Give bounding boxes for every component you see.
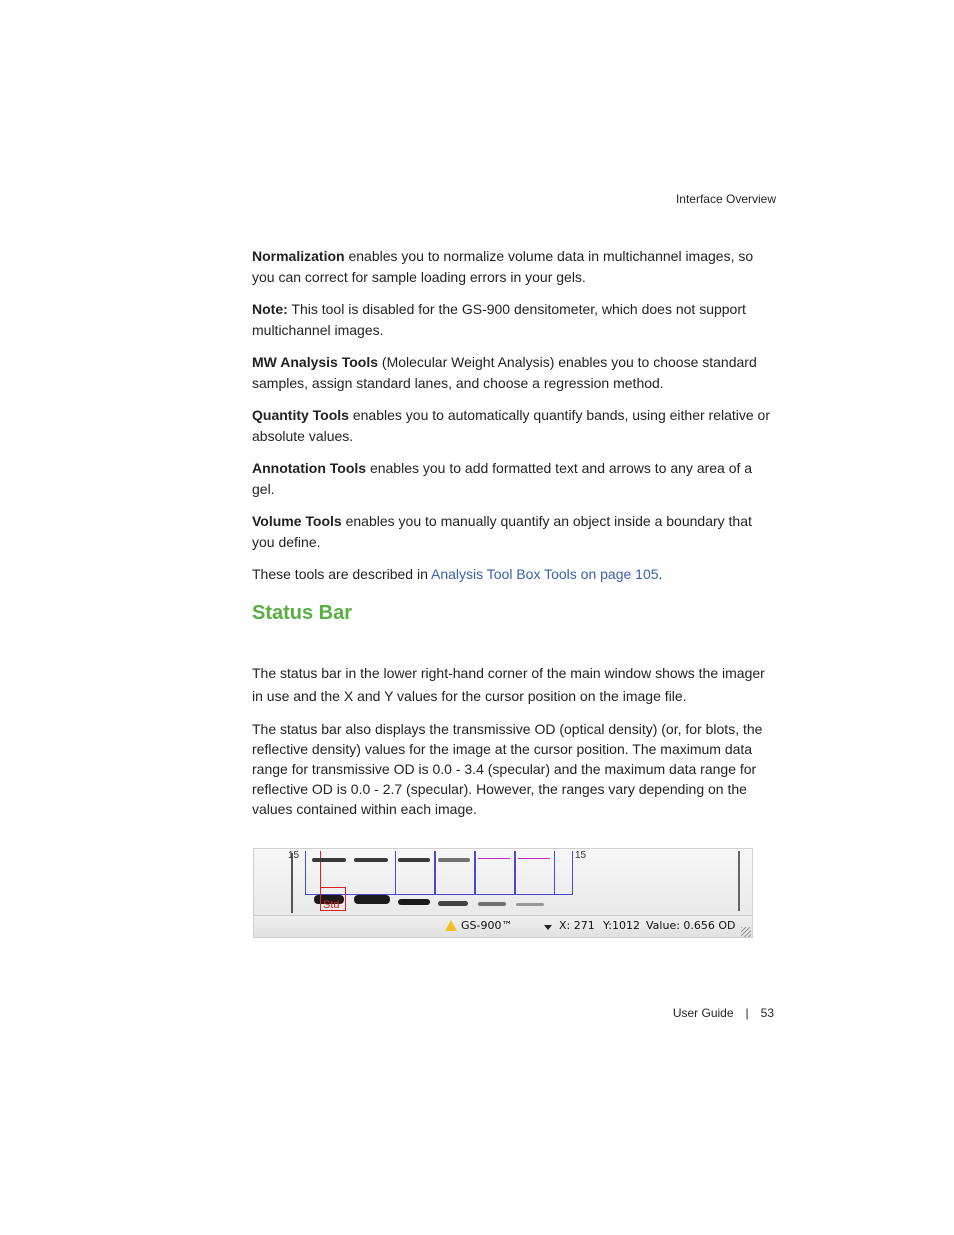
gel-marker-label-left: 15	[288, 850, 300, 861]
warning-icon	[445, 920, 457, 931]
gel-band	[398, 899, 430, 905]
gel-band	[438, 858, 470, 862]
resize-grip-icon[interactable]	[741, 927, 751, 937]
paragraph-mw-analysis: MW Analysis Tools (Molecular Weight Analysis) enables you to choose standard samples, assign standard lanes, and choose a regression method.	[252, 354, 757, 391]
page-content	[252, 246, 776, 830]
cross-reference-link[interactable]: Analysis Tool Box Tools on page 105	[431, 566, 659, 582]
paragraph-status-1: The status bar in the lower right-hand corner of the main window shows the imager in use and the X and Y values for the cursor position on the image file.	[252, 665, 765, 704]
cursor-y-readout: Y:1012	[603, 919, 640, 932]
od-value-readout: Value: 0.656 OD	[646, 919, 736, 932]
footer-separator: |	[745, 1006, 749, 1020]
gel-edge-left	[291, 853, 293, 913]
paragraph-described: These tools are described in Analysis Tool Box Tools on page 105.	[252, 566, 663, 582]
gel-band	[438, 901, 468, 906]
gel-band	[354, 895, 390, 904]
gel-band	[354, 858, 388, 862]
page-number: 53	[760, 1006, 774, 1020]
running-header: Interface Overview	[675, 192, 776, 206]
paragraph-quantity: Quantity Tools enables you to automatically quantify bands, using either relative or absolute values.	[252, 407, 770, 444]
paragraph-status-2: The status bar also displays the transmissive OD (optical density) (or, for blots, the reflective density) values for the image at the cursor position. The maximum data range for transmissive OD is 0.0 - 3.4 (specular) and the maximum data range for reflective OD is 0.0 - 2.7 (specular). However, the ranges vary depending on the values contained within each image.	[252, 721, 763, 817]
paragraph-normalization: Normalization enables you to normalize volume data in multichannel images, so you can correct for sample loading errors in your gels.	[252, 248, 754, 285]
status-bar	[254, 915, 752, 938]
imager-name[interactable]: GS-900™	[461, 919, 513, 932]
std-lane-line	[320, 851, 321, 889]
gel-band	[312, 858, 346, 862]
paragraph-volume: Volume Tools enables you to manually quantify an object inside a boundary that you define.	[252, 513, 752, 550]
gel-band	[478, 858, 510, 859]
gel-band	[478, 902, 506, 906]
gel-image	[254, 849, 752, 915]
gel-marker-label-right: 15	[575, 850, 587, 861]
gel-band	[398, 858, 430, 862]
gel-band	[518, 858, 550, 859]
footer-guide: User Guide	[672, 1006, 734, 1020]
paragraph-note: Note: This tool is disabled for the GS-900 densitometer, which does not support multichannel images.	[252, 301, 746, 338]
cursor-x-readout: X: 271	[559, 919, 595, 932]
section-title: Status Bar	[252, 602, 353, 624]
gel-band	[516, 903, 544, 906]
status-bar-screenshot	[253, 848, 753, 938]
gel-edge-right	[738, 851, 740, 911]
chevron-down-icon[interactable]	[544, 925, 552, 930]
std-label: Std	[323, 899, 340, 911]
paragraph-annotation: Annotation Tools enables you to add formatted text and arrows to any area of a gel.	[252, 460, 753, 497]
page-footer	[673, 1006, 774, 1020]
